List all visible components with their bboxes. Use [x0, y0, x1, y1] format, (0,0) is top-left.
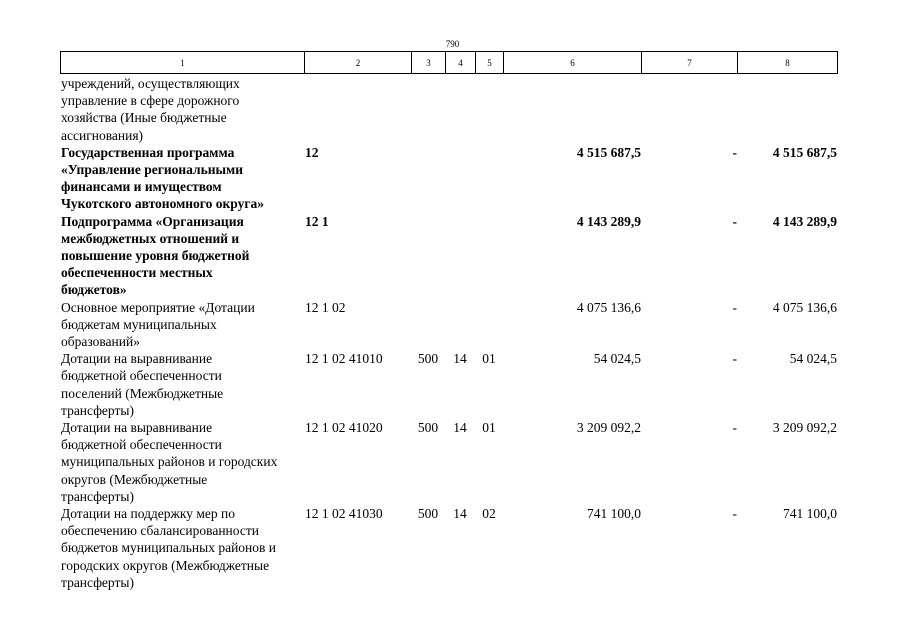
row-value-col6: 741 100,0 [587, 506, 641, 522]
row-name-line: Чукотского автономного округа» [61, 196, 264, 212]
row-name-line: хозяйства (Иные бюджетные [61, 110, 227, 126]
row-section [445, 75, 475, 144]
row-name-line: Дотации на выравнивание [61, 351, 213, 367]
row-subsection: 01 [482, 420, 496, 436]
row-subsection [475, 75, 503, 144]
row-name-line: финансами и имуществом [61, 179, 222, 195]
table-row [60, 144, 837, 213]
row-section [445, 213, 475, 299]
row-expense-type [411, 299, 445, 351]
row-expense-type: 500 [417, 420, 439, 436]
row-name-line: бюджетов» [61, 282, 127, 298]
row-name-line: округов (Межбюджетные [61, 471, 208, 487]
row-name [60, 419, 304, 505]
row-code: 12 1 02 [305, 299, 346, 315]
column-header-8: 8 [738, 52, 838, 74]
row-expense-type: 500 [417, 351, 439, 367]
column-header-2: 2 [305, 52, 412, 74]
row-code: 12 [305, 144, 319, 160]
row-value-col8: 4 075 136,6 [772, 299, 837, 315]
row-value-col8: 4 515 687,5 [772, 144, 837, 160]
row-name-line: ассигнования) [61, 127, 144, 143]
row-section: 14 [453, 351, 467, 367]
row-name-line: городских округов (Межбюджетные [61, 557, 270, 573]
row-name-line: трансферты) [61, 402, 134, 418]
row-name-line: управление в сфере дорожного [61, 93, 240, 109]
row-code [304, 75, 411, 144]
row-value-col8: 54 024,5 [789, 351, 837, 367]
row-expense-type [411, 144, 445, 213]
row-section: 14 [453, 420, 467, 436]
column-header-3: 3 [412, 52, 446, 74]
table-row [60, 419, 837, 505]
column-header-1: 1 [61, 52, 305, 74]
row-section [445, 144, 475, 213]
row-section: 14 [453, 506, 467, 522]
row-name-line: трансферты) [61, 488, 134, 504]
row-expense-type [411, 213, 445, 299]
row-name-line: Дотации на выравнивание [61, 420, 213, 436]
budget-table-body [60, 75, 837, 591]
row-section [445, 299, 475, 351]
row-value-col8 [737, 75, 837, 144]
row-subsection [475, 299, 503, 351]
row-name-line: поселений (Межбюджетные [61, 385, 224, 401]
page-number: 790 [445, 39, 460, 49]
row-value-col8: 4 143 289,9 [772, 213, 837, 229]
table-row [60, 350, 837, 419]
row-name-line: межбюджетных отношений и [61, 230, 240, 246]
row-name-line: «Управление региональными [61, 162, 243, 178]
row-value-col8: 741 100,0 [783, 506, 837, 522]
row-name [60, 350, 304, 419]
row-value-col8: 3 209 092,2 [772, 420, 837, 436]
column-header-5: 5 [476, 52, 504, 74]
row-name [60, 144, 304, 213]
row-expense-type: 500 [417, 506, 439, 522]
row-code: 12 1 [305, 213, 329, 229]
row-name-line: повышение уровня бюджетной [61, 248, 250, 264]
row-code: 12 1 02 41020 [305, 420, 383, 436]
row-value-col7: - [732, 213, 737, 229]
column-header-6: 6 [504, 52, 642, 74]
row-subsection: 01 [482, 351, 496, 367]
row-name-line: бюджетной обеспеченности [61, 437, 222, 453]
row-name-line: учреждений, осуществляющих [61, 76, 240, 91]
row-value-col7: - [732, 420, 737, 436]
row-name-line: бюджетам муниципальных [61, 316, 217, 332]
row-name-line: образований» [61, 334, 140, 350]
row-value-col6: 4 075 136,6 [576, 299, 641, 315]
row-value-col6: 4 515 687,5 [576, 144, 641, 160]
row-name [60, 299, 304, 351]
row-subsection [475, 213, 503, 299]
table-row [60, 213, 837, 299]
column-header-4: 4 [446, 52, 476, 74]
row-name-line: Дотации на поддержку мер по [61, 506, 235, 522]
row-name-line: Государственная программа [61, 144, 235, 160]
row-name-line: бюджетов муниципальных районов и [61, 540, 277, 556]
row-value-col7 [641, 75, 737, 144]
row-name-line: обеспеченности местных [61, 265, 213, 281]
table-row [60, 75, 837, 144]
row-name-line: Подпрограмма «Организация [61, 213, 244, 229]
row-code: 12 1 02 41010 [305, 351, 383, 367]
row-value-col7: - [732, 351, 737, 367]
row-value-col7: - [732, 299, 737, 315]
row-name [60, 75, 304, 144]
table-row [60, 299, 837, 351]
row-name-line: трансферты) [61, 574, 134, 590]
row-expense-type [411, 75, 445, 144]
row-value-col6: 4 143 289,9 [576, 213, 641, 229]
row-name [60, 213, 304, 299]
row-name-line: муниципальных районов и городских [61, 454, 278, 470]
row-value-col6 [503, 75, 641, 144]
row-value-col7: - [732, 144, 737, 160]
row-name [60, 505, 304, 591]
row-value-col6: 3 209 092,2 [576, 420, 641, 436]
table-row [60, 505, 837, 591]
row-subsection [475, 144, 503, 213]
row-value-col7: - [732, 506, 737, 522]
row-name-line: обеспечению сбалансированности [61, 523, 259, 539]
column-header-table [60, 51, 838, 74]
row-value-col6: 54 024,5 [593, 351, 641, 367]
column-header-7: 7 [642, 52, 738, 74]
row-code: 12 1 02 41030 [305, 506, 383, 522]
row-subsection: 02 [482, 506, 496, 522]
row-name-line: Основное мероприятие «Дотации [61, 299, 255, 315]
row-name-line: бюджетной обеспеченности [61, 368, 222, 384]
